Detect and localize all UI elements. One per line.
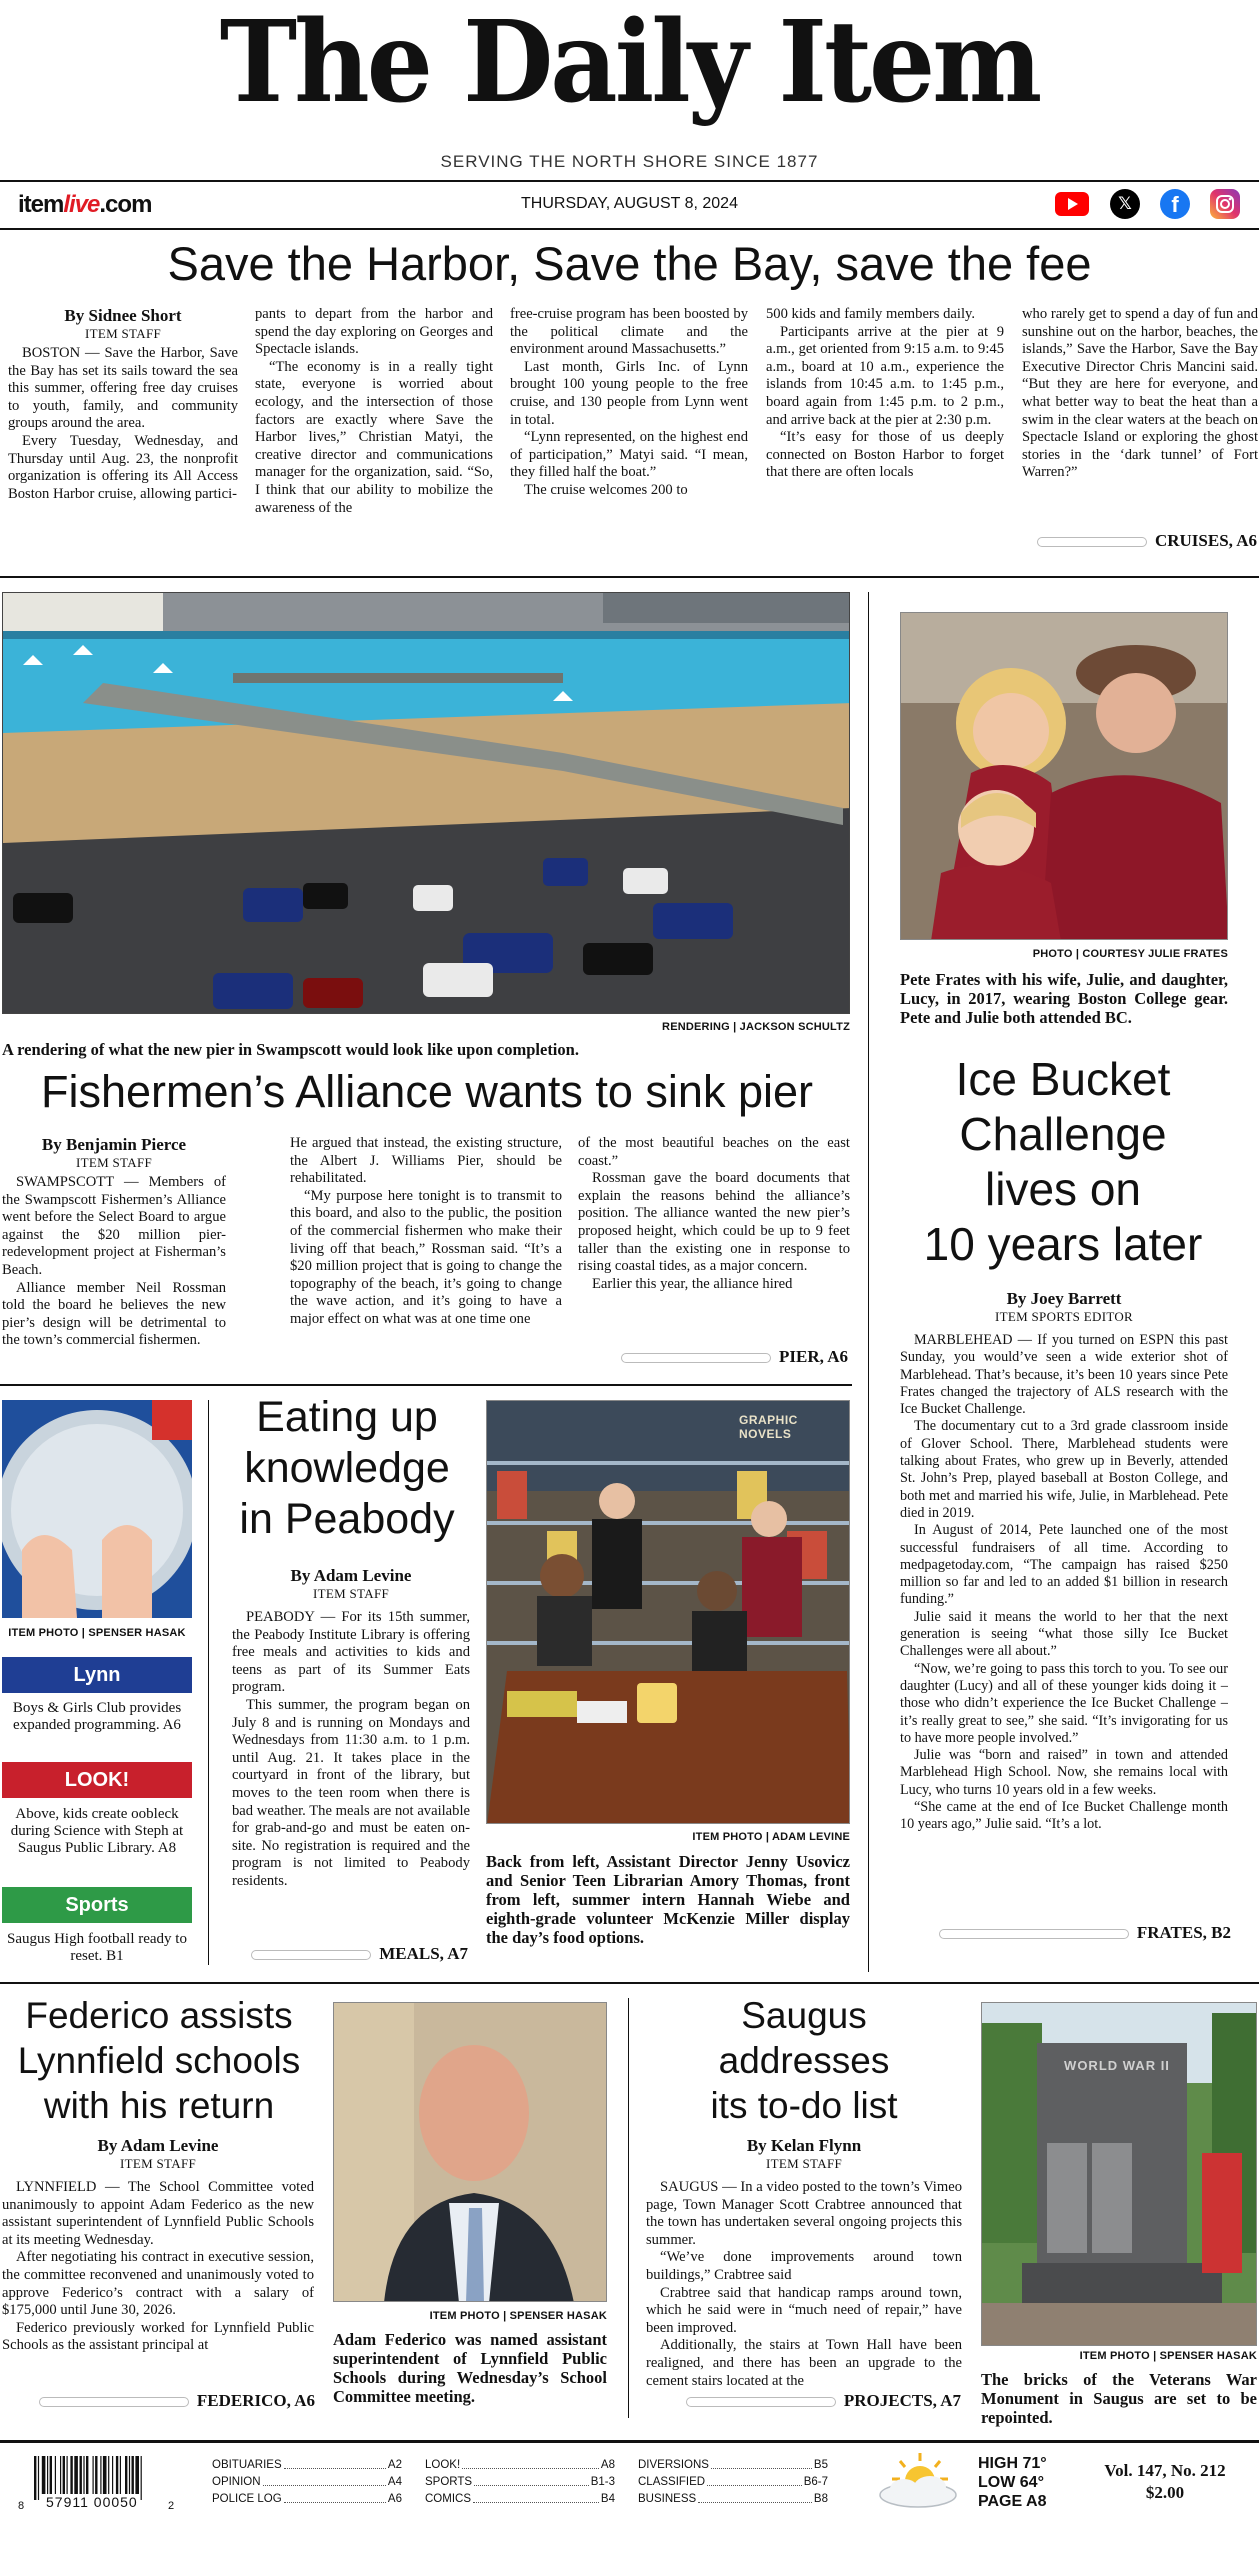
ice-bucket-headline[interactable] [884, 1052, 1242, 1272]
instagram-icon[interactable] [1210, 189, 1240, 219]
ice-headline-line: Ice Bucket [955, 1053, 1171, 1105]
tagline: SERVING THE NORTH SHORE SINCE 1877 [440, 152, 819, 171]
saugus-jump[interactable] [686, 2391, 961, 2411]
pier-paragraph: Alliance member Neil Rossman told the board he believes the new pier’s design will be detrimental to the town’s commercial fishermen. [2, 1279, 226, 1349]
frates-jump-label: FRATES, B2 [1136, 1923, 1231, 1942]
pier-headline[interactable]: Fishermen’s Alliance wants to sink pier [40, 1066, 813, 1117]
x-icon[interactable]: 𝕏 [1110, 189, 1140, 219]
peabody-paragraph: This summer, the program began on July 8 and is running on Mondays and Wednesdays from 11:30 a.m. to 1 p.m. until Aug. 21. It takes place in the courtyard in front of the library, but moves to the teen room when there is bad weather. The meals are not available for grab-and-go and must be eaten on-site. No registration is required and the program is not limited to Peabody residents. [232, 1696, 470, 1889]
saugus-paragraph: Additionally, the stairs at Town Hall have been realigned, and there has been an upgrade to the cement stairs located at the [646, 2337, 962, 2388]
weather-high: HIGH 71° [978, 2455, 1047, 2472]
ice-bucket-body [900, 1289, 1228, 1921]
ice-staff: ITEM SPORTS EDITOR [994, 1309, 1133, 1324]
federico-headline-line: Federico assists [25, 1995, 293, 2036]
federico-cutline: Adam Federico was named assistant superintendent of Lynnfield Public Schools during Wednesday’s School Committee meeting. [333, 2330, 607, 2406]
oobleck-photo-credit: ITEM PHOTO | SPENSER HASAK [8, 1627, 186, 1639]
peabody-paragraph: PEABODY — For its 15th summer, the Peabody Institute Library is offering free meals and activities to kids and teens as part of its Summer Eats program. [232, 1609, 470, 1696]
index-row[interactable]: POLICE LOG A6 [212, 2493, 402, 2505]
pier-paragraph: Rossman gave the board documents that explain the reasons behind the alliance’s position. The alliance wanted the new pier’s proposed height, which could be up to 9 feet taller than the existing one in response to rising coastal tides, as a major concern. [578, 1170, 850, 1275]
barcode [18, 2456, 186, 2510]
federico-paragraph: Federico previously worked for Lynnfield Public Schools as the assistant principal at [2, 2319, 314, 2354]
harbor-paragraph: The cruise welcomes 200 to [524, 481, 688, 498]
library-photo[interactable] [486, 1400, 850, 1824]
masthead [0, 0, 1259, 180]
saugus-body [646, 2136, 962, 2388]
index-row[interactable]: OBITUARIES A2 [212, 2459, 402, 2471]
federico-photo[interactable] [333, 2002, 607, 2302]
harbor-paragraph: 500 kids and family members daily. [766, 306, 976, 322]
monument-photo-credit: ITEM PHOTO | SPENSER HASAK [1079, 2350, 1257, 2362]
harbor-jump-label: CRUISES, A6 [1154, 531, 1257, 550]
harbor-paragraph: who rarely get to spend a day of fun and sunshine out on the harbor, beaches, the islands,” Save the Harbor, Save the Bay Executive Director Chris Mancini said. “But they are here for everyone, and what better way to beat the heat than a swim in the clear waters at the beach on Spectacle Island or exploring the ghost stories in the ‘dark tunnel’ of Fort Warren?” [1022, 306, 1258, 481]
frates-family-photo[interactable] [900, 612, 1228, 940]
harbor-paragraph: “It’s easy for those of us deeply connected on Boston Harbor to forget that there are often locals [766, 429, 1004, 481]
federico-photo-credit: ITEM PHOTO | SPENSER HASAK [429, 2310, 607, 2322]
ice-paragraph: The documentary cut to a 3rd grade classroom inside of Glover School. There, Marblehead students were talking about Frates, who grew up in Beverly, attended St. John’s Prep, played baseball at Boston College, and both met and married his wife, Julie, in Marblehead. Pete died in 2019. [900, 1418, 1228, 1521]
saugus-headline[interactable] [640, 1993, 968, 2128]
peabody-headline-line: in Peabody [239, 1495, 455, 1543]
ice-paragraph: MARBLEHEAD — If you turned on ESPN this past Sunday, you would’ve seen a wide exterior shot of Marblehead. That’s because, it’s been 10 years since Pete Frates changed the trajectory of ALS research with the Ice Bucket Challenge. [900, 1332, 1228, 1418]
saugus-paragraph: SAUGUS — In a video posted to the town’s Vimeo page, Town Manager Scott Crabtree announced that the town has undertaken several ongoing projects this summer. [646, 2179, 962, 2248]
meals-jump-label: MEALS, A7 [379, 1944, 468, 1963]
sidebar-lynn-label[interactable]: Lynn [2, 1657, 192, 1693]
index-row[interactable]: SPORTS B1-3 [425, 2476, 615, 2488]
weather-box[interactable] [978, 2454, 1047, 2511]
index-column-3 [638, 2457, 828, 2508]
pier-paragraph: Earlier this year, the alliance hired [592, 1275, 793, 1292]
saugus-jump-label: PROJECTS, A7 [843, 2391, 961, 2410]
site-logo-prefix: item [18, 191, 64, 218]
harbor-paragraph: Participants arrive at the pier at 9 a.m., get oriented from 9:15 a.m. to 9:45 a.m., board at 10 a.m., experience the islands from 10:45 a.m. to 1:45 p.m., board again from 1:45 p.m. to 2 p.m., and arrive back at the pier at 2:30 p.m. [766, 323, 1004, 428]
monument-cutline: The bricks of the Veterans War Monument in Saugus are set to be repointed. [981, 2370, 1257, 2427]
harbor-paragraph: free-cruise program has been boosted by the political climate and the environment around Massachusetts.” [510, 306, 748, 358]
pier-column-3 [578, 1135, 850, 1355]
saugus-headline-line: its to-do list [710, 2085, 898, 2126]
pier-staff: ITEM STAFF [76, 1155, 152, 1170]
pier-cutline: A rendering of what the new pier in Swampscott would look like upon completion. [2, 1040, 579, 1059]
index-row[interactable]: COMICS B4 [425, 2493, 615, 2505]
harbor-jump[interactable] [1037, 531, 1257, 551]
war-monument-photo[interactable] [981, 2002, 1257, 2346]
saugus-byline: By Kelan Flynn [746, 2136, 862, 2155]
harbor-paragraph: “Lynn represented, on the highest end of participation,” Matyi said. “I mean, they filled half the boat.” [510, 429, 748, 481]
ice-byline: By Joey Barrett [1006, 1289, 1122, 1308]
federico-body [2, 2136, 314, 2378]
issue-date: THURSDAY, AUGUST 8, 2024 [521, 195, 738, 212]
sidebar-sports-text[interactable]: Saugus High football ready to reset. B1 [7, 1931, 187, 1964]
harbor-column-4 [766, 306, 1004, 556]
sidebar-look-text[interactable]: Above, kids create oobleck during Science with Steph at Saugus Public Library. A8 [10, 1806, 184, 1856]
pier-column-2 [290, 1135, 562, 1375]
barcode-right-digit: 2 [168, 2500, 175, 2512]
harbor-column-3 [510, 306, 748, 556]
frates-photo-credit: PHOTO | COURTESY JULIE FRATES [1032, 948, 1228, 960]
federico-jump-label: FEDERICO, A6 [196, 2391, 315, 2410]
ice-paragraph: “Now, we’re going to pass this torch to you. To see our daughter (Lucy) and all of these younger kids doing it – those who didn’t experience the Ice Bucket Challenge – it’s really great to see,” she said. “It’s invigorating for us to have more people involved.” [900, 1660, 1228, 1746]
meals-jump[interactable] [251, 1944, 468, 1964]
ice-headline-line: lives on [985, 1163, 1141, 1215]
federico-headline-line: Lynnfield schools [17, 2040, 301, 2081]
harbor-headline[interactable]: Save the Harbor, Save the Bay, save the fee [167, 237, 1092, 290]
pier-paragraph: SWAMPSCOTT — Members of the Swampscott Fishermen’s Alliance went before the Select Board to argue against the $20 million pier-redevelopment project at Fisherman’s Beach. [2, 1174, 226, 1278]
sidebar-lynn-text[interactable]: Boys & Girls Club provides expanded programming. A6 [12, 1700, 182, 1733]
pier-photo-credit: RENDERING | JACKSON SCHULTZ [662, 1021, 850, 1033]
index-row[interactable]: BUSINESS B8 [638, 2493, 828, 2505]
pier-paragraph: “My purpose here tonight is to transmit to this board, and also to the public, the position of the commercial fishermen who make their living off that beach,” Rossman said. “It’s a $20 million project that is going to change the topography of the beach, it’s going to change the wave action, and it’s going to have a major effect on what was at one time one [290, 1187, 562, 1327]
harbor-column-1 [8, 306, 238, 556]
federico-paragraph: LYNNFIELD — The School Committee voted unanimously to appoint Adam Federico as the new assistant superintendent of Lynnfield Public Schools at its meeting Wednesday. [2, 2179, 314, 2248]
index-column-2 [425, 2457, 615, 2508]
harbor-paragraph: Last month, Girls Inc. of Lynn brought 100 young people to the free cruise, and 130 people from Lynn went in total. [510, 358, 748, 428]
weather-page: PAGE A8 [978, 2493, 1047, 2510]
ice-paragraph: “She came at the end of Ice Bucket Challenge month 10 years ago,” Julie said. “It’s a lot. [900, 1799, 1228, 1833]
saugus-paragraph: “We’ve done improvements around town buildings,” Crabtree said [646, 2249, 962, 2283]
monument-inscription: WORLD WAR II [1064, 2058, 1170, 2073]
frates-cutline: Pete Frates with his wife, Julie, and daughter, Lucy, in 2017, wearing Boston College gear. Pete and Julie both attended BC. [900, 970, 1228, 1027]
partly-sunny-icon [872, 2449, 962, 2513]
newspaper-title[interactable]: The Daily Item [219, 0, 1040, 128]
federico-paragraph: After negotiating his contract in executive session, the committee reconvened and unanimously voted to approve Federico’s contract with a salary of $175,000 until June 30, 2026. [2, 2249, 314, 2319]
saugus-headline-line: Saugus [741, 1995, 867, 2036]
peabody-body [232, 1566, 470, 1946]
sidebar-look-label[interactable]: LOOK! [2, 1762, 192, 1798]
peabody-byline: By Adam Levine [290, 1566, 412, 1585]
pier-paragraph: of the most beautiful beaches on the east coast.” [578, 1135, 850, 1169]
index-row[interactable]: DIVERSIONS B5 [638, 2459, 828, 2471]
barcode-digits: 57911 00050 [46, 2494, 138, 2510]
ice-paragraph: Julie said it means the world to her that the next generation is seeing “what those silly Ice Bucket Challenges were all about.” [900, 1608, 1228, 1660]
index-row[interactable]: OPINION A4 [212, 2476, 402, 2488]
ice-paragraph: Julie was “born and raised” in town and attended Marblehead High School. Now, she remains local with Lucy, who turns 10 years old in a few weeks. [900, 1747, 1228, 1798]
volume-number: Vol. 147, No. 212 [1104, 2461, 1226, 2480]
saugus-staff: ITEM STAFF [766, 2156, 842, 2171]
facebook-icon[interactable]: f [1160, 189, 1190, 219]
peabody-headline-line: Eating up [256, 1393, 438, 1441]
harbor-column-2 [255, 306, 493, 556]
harbor-column-5 [1022, 306, 1258, 534]
pier-rendering-photo[interactable] [2, 592, 850, 1014]
sidebar-sports-label[interactable]: Sports [2, 1887, 192, 1923]
pier-paragraph: He argued that instead, the existing structure, the Albert J. Williams Pier, should be rehabilitated. [290, 1135, 562, 1187]
site-logo-suffix: .com [99, 191, 152, 218]
site-logo-live: live [63, 191, 100, 218]
harbor-byline: By Sidnee Short [64, 306, 182, 325]
ice-headline-line: 10 years later [923, 1218, 1203, 1270]
barcode-left-digit: 8 [18, 2500, 25, 2512]
index-row[interactable]: LOOK! A8 [425, 2459, 615, 2471]
pier-jump-label: PIER, A6 [779, 1347, 848, 1366]
nav-bar [0, 182, 1259, 228]
youtube-icon[interactable] [1055, 192, 1089, 216]
pier-column-1 [2, 1135, 226, 1375]
weather-low: LOW 64° [978, 2474, 1044, 2491]
harbor-staff: ITEM STAFF [85, 326, 161, 341]
oobleck-photo[interactable] [2, 1400, 192, 1618]
library-photo-credit: ITEM PHOTO | ADAM LEVINE [692, 1831, 850, 1843]
harbor-paragraph: “The economy is in a really tight state, everyone is worried about ecology, and the intersection of those factors are exactly where Save the Harbor lives,” Christian Matyi, the creative director and communications manager for the organization, said. “So, I think that our ability to mobilize the awareness of the [255, 358, 493, 516]
ice-headline-line: Challenge [959, 1108, 1167, 1160]
federico-jump[interactable] [39, 2391, 315, 2411]
pier-jump[interactable] [621, 1347, 848, 1367]
peabody-headline[interactable] [216, 1392, 478, 1545]
peabody-staff: ITEM STAFF [313, 1586, 389, 1601]
peabody-headline-line: knowledge [244, 1444, 450, 1492]
harbor-paragraph: pants to depart from the harbor and spend the day exploring on Georges and Spectacle islands. [255, 306, 493, 358]
federico-staff: ITEM STAFF [120, 2156, 196, 2171]
federico-byline: By Adam Levine [97, 2136, 219, 2155]
saugus-headline-line: addresses [718, 2040, 890, 2081]
harbor-paragraph: BOSTON — Save the Harbor, Save the Bay has set its sails toward the sea this summer, offering free day cruises to youth, family, and community groups around the area. [8, 345, 238, 432]
price: $2.00 [1145, 2483, 1185, 2502]
pier-byline: By Benjamin Pierce [41, 1135, 187, 1154]
index-column-1 [212, 2457, 402, 2508]
frates-jump[interactable] [939, 1923, 1231, 1943]
library-cutline: Back from left, Assistant Director Jenny Usovicz and Senior Teen Librarian Amory Thomas, front from left, summer intern Hannah Wiebe and eighth-grade volunteer McKenzie Miller display the day’s food options. [486, 1852, 850, 1947]
harbor-paragraph: Every Tuesday, Wednesday, and Thursday until Aug. 23, the nonprofit organization is offering its All Access Boston Harbor cruise, allowing partici- [8, 432, 238, 502]
library-sign-text: GRAPHIC NOVELS [739, 1413, 798, 1441]
saugus-paragraph: Crabtree said that handicap ramps around town, which he said were in “much need of repair,” have been improved. [646, 2284, 962, 2336]
federico-headline-line: with his return [43, 2085, 275, 2126]
index-row[interactable]: CLASSIFIED B6-7 [638, 2476, 828, 2488]
volume-info [1090, 2460, 1240, 2504]
ice-paragraph: In August of 2014, Pete launched one of the most successful fundraisers of all time. According to medpagetoday.com, “The campaign has raised $250 million so far and led to an added $1 billion in research funding.” [900, 1522, 1228, 1608]
federico-headline[interactable] [0, 1993, 318, 2128]
